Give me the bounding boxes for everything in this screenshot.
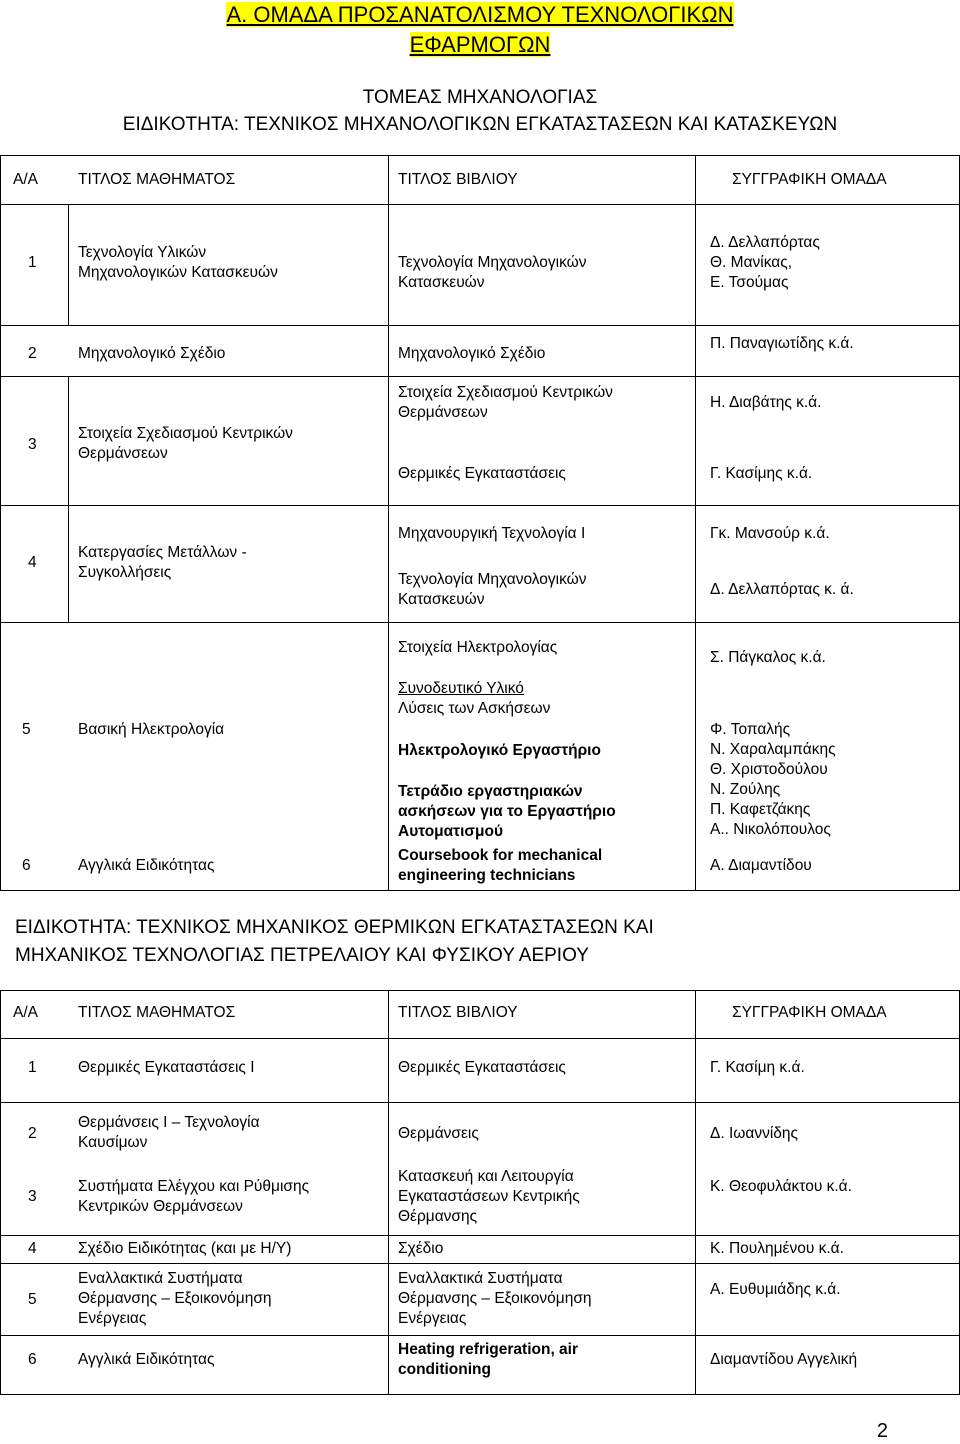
authors: Η. Διαβάτης κ.ά.: [710, 394, 822, 411]
authors: Α. Διαμαντίδου: [710, 857, 812, 874]
page-title-line2: ΕΦΑΡΜΟΓΩΝ: [409, 32, 551, 57]
authors: Π. Παναγιωτίδης κ.ά.: [710, 335, 854, 352]
row-number: 4: [28, 1240, 37, 1257]
specialty-title-1: ΕΙΔΙΚΟΤΗΤΑ: ΤΕΧΝΙΚΟΣ ΜΗΧΑΝΟΛΟΓΙΚΩΝ ΕΓΚΑΤΑΣΤΑΣΕΩΝ ΚΑΙ ΚΑΤΑΣΚΕΥΩΝ: [122, 114, 838, 135]
book-title: Τεχνολογία Μηχανολογικών Κατασκευών: [398, 571, 587, 608]
col-header-book: ΤΙΤΛΟΣ ΒΙΒΛΙΟΥ: [398, 171, 518, 188]
course-title: Θερμάνσεις Ι – Τεχνολογία Καυσίμων: [78, 1114, 260, 1151]
row-number: 6: [22, 857, 31, 874]
row-number: 2: [28, 1125, 37, 1142]
course-title: Τεχνολογία Υλικών Μηχανολογικών Κατασκευών: [78, 244, 278, 281]
book-title: Τεχνολογία Μηχανολογικών Κατασκευών: [398, 254, 587, 291]
course-title: Αγγλικά Ειδικότητας: [78, 1351, 215, 1368]
authors: Κ. Πουλημένου κ.ά.: [710, 1240, 844, 1257]
book-title: Συνοδευτικό Υλικό Λύσεις των Ασκήσεων: [398, 680, 551, 717]
book-title: Θερμικές Εγκαταστάσεις: [398, 465, 566, 482]
col-header-aa: Α/Α: [13, 1004, 38, 1021]
book-title: Μηχανολογικό Σχέδιο: [398, 345, 546, 362]
authors: Γ. Κασίμης κ.ά.: [710, 465, 813, 482]
page-title: [0, 0, 960, 30]
course-title: Θερμικές Εγκαταστάσεις Ι: [78, 1059, 255, 1076]
course-title: Συστήματα Ελέγχου και Ρύθμισης Κεντρικών Θερμάνσεων: [78, 1178, 310, 1215]
row-number: 3: [28, 1188, 37, 1205]
authors: Κ. Θεοφυλάκτου κ.ά.: [710, 1178, 852, 1195]
col-header-book: ΤΙΤΛΟΣ ΒΙΒΛΙΟΥ: [398, 1004, 518, 1021]
col-header-authors: ΣΥΓΓΡΑΦΙΚΗ ΟΜΑΔΑ: [732, 171, 887, 188]
book-title: Τετράδιο εργαστηριακών ασκήσεων για το Εργαστήριο Αυτοματισμού: [398, 783, 616, 840]
book-title: Εναλλακτικά Συστήματα Θέρμανσης – Εξοικονόμηση Ενέργειας: [398, 1270, 592, 1327]
authors: Δ. Δελλαπόρτας Θ. Μανίκας, Ε. Τσούμας: [710, 234, 820, 291]
authors: Δ. Ιωαννίδης: [710, 1125, 798, 1142]
course-title: Αγγλικά Ειδικότητας: [78, 857, 215, 874]
book-title: Heating refrigeration, air conditioning: [398, 1341, 579, 1378]
authors: Σ. Πάγκαλος κ.ά.: [710, 649, 826, 666]
authors: Διαμαντίδου Αγγελική: [710, 1351, 858, 1368]
book-title: Σχέδιο: [398, 1240, 444, 1257]
course-title: Σχέδιο Ειδικότητας (και με Η/Υ): [78, 1240, 292, 1257]
course-title: Στοιχεία Σχεδιασμού Κεντρικών Θερμάνσεων: [78, 425, 293, 462]
book-title: Θερμικές Εγκαταστάσεις: [398, 1059, 566, 1076]
row-number: 6: [28, 1351, 37, 1368]
page-number: 2: [876, 1420, 888, 1442]
row-number: 3: [28, 436, 37, 453]
col-header-course: ΤΙΤΛΟΣ ΜΑΘΗΜΑΤΟΣ: [78, 171, 236, 188]
course-title: Μηχανολογικό Σχέδιο: [78, 345, 226, 362]
book-title: Κατασκευή και Λειτουργία Εγκαταστάσεων Κεντρικής Θέρμανσης: [398, 1168, 580, 1225]
authors: Γκ. Μανσούρ κ.ά.: [710, 525, 830, 542]
course-title: Εναλλακτικά Συστήματα Θέρμανσης – Εξοικονόμηση Ενέργειας: [78, 1270, 272, 1327]
specialty-title-2-cont: ΜΗΧΑΝΙΚΟΣ ΤΕΧΝΟΛΟΓΙΑΣ ΠΕΤΡΕΛΑΙΟΥ ΚΑΙ ΦΥΣΙΚΟΥ ΑΕΡΙΟΥ: [15, 945, 589, 966]
specialty-title-2: ΕΙΔΙΚΟΤΗΤΑ: ΤΕΧΝΙΚΟΣ ΜΗΧΑΝΙΚΟΣ ΘΕΡΜΙΚΩΝ ΕΓΚΑΤΑΣΤΑΣΕΩΝ ΚΑΙ: [15, 917, 654, 938]
authors: Α. Ευθυμιάδης κ.ά.: [710, 1281, 841, 1298]
row-number: 1: [28, 254, 37, 271]
col-header-authors: ΣΥΓΓΡΑΦΙΚΗ ΟΜΑΔΑ: [732, 1004, 887, 1021]
row-number: 5: [22, 721, 31, 738]
authors: Γ. Κασίμη κ.ά.: [710, 1059, 805, 1076]
book-title: Στοιχεία Ηλεκτρολογίας: [398, 639, 558, 656]
authors: Φ. Τοπαλής Ν. Χαραλαμπάκης Θ. Χριστοδούλου Ν. Ζούλης Π. Καφετζάκης Α.. Νικολόπουλος: [710, 721, 836, 838]
authors: Δ. Δελλαπόρτας κ. ά.: [710, 581, 854, 598]
row-number: 1: [28, 1059, 37, 1076]
row-number: 2: [28, 345, 37, 362]
book-title: Στοιχεία Σχεδιασμού Κεντρικών Θερμάνσεων: [398, 384, 613, 421]
book-title: Ηλεκτρολογικό Εργαστήριο: [398, 742, 601, 759]
page-title-line1: Α. ΟΜΑΔΑ ΠΡΟΣΑΝΑΤΟΛΙΣΜΟΥ ΤΕΧΝΟΛΟΓΙΚΩΝ: [226, 2, 734, 27]
book-title: Θερμάνσεις: [398, 1125, 479, 1142]
page-title-cont: [0, 30, 960, 60]
course-title: Κατεργασίες Μετάλλων - Συγκολλήσεις: [78, 544, 247, 581]
row-number: 5: [28, 1291, 37, 1308]
col-header-course: ΤΙΤΛΟΣ ΜΑΘΗΜΑΤΟΣ: [78, 1004, 236, 1021]
book-title: Coursebook for mechanical engineering technicians: [398, 847, 603, 884]
row-number: 4: [28, 554, 37, 571]
course-title: Βασική Ηλεκτρολογία: [78, 721, 225, 738]
col-header-aa: Α/Α: [13, 171, 38, 188]
book-title: Μηχανουργική Τεχνολογία Ι: [398, 525, 586, 542]
sector-title: ΤΟΜΕΑΣ ΜΗΧΑΝΟΛΟΓΙΑΣ: [362, 87, 598, 108]
